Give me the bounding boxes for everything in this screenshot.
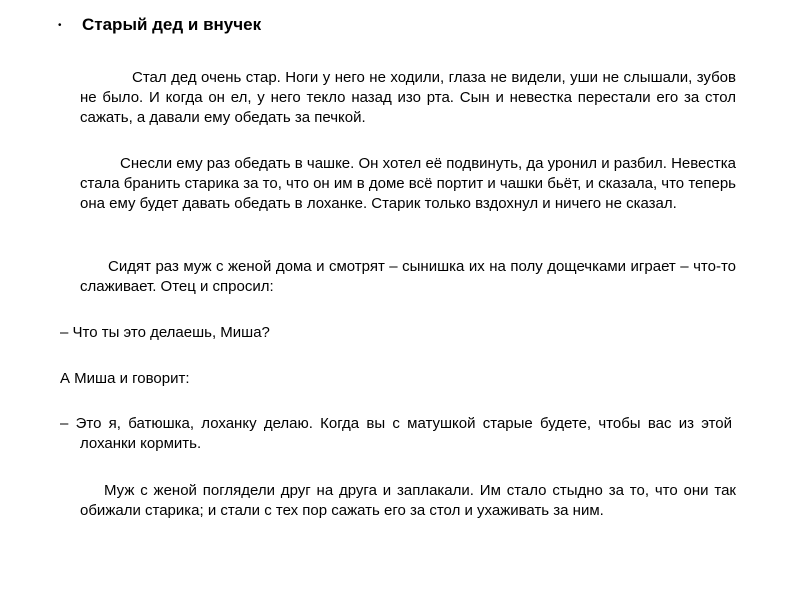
paragraph-final: Муж с женой поглядели друг на друга и заплакали. Им стало стыдно за то, что они так обижали старика; и стали с тех пор сажать его за стол и ухаживать за ним. — [80, 482, 736, 519]
page-title: Старый дед и внучек — [82, 15, 262, 34]
dialogue-answer: – Это я, батюшка, лоханку делаю. Когда вы с матушкой старые будете, чтобы вас из этой лоханки кормить. — [60, 415, 732, 452]
paragraph-1: Стал дед очень стар. Ноги у него не ходили, глаза не видели, уши не слышали, зубов не было. И когда он ел, у него текло назад изо рта. Сын и невестка перестали его за стол сажать, а давали ему обедать за печкой. — [80, 69, 736, 126]
paragraph-3: Сидят раз муж с женой дома и смотрят – сынишка их на полу дощечками играет – что-то слаживает. Отец и спросил: — [80, 258, 736, 295]
bullet-icon: • — [58, 20, 62, 31]
paragraph-2: Снесли ему раз обедать в чашке. Он хотел её подвинуть, да уронил и разбил. Невестка стала бранить старика за то, что он им в доме всё портит и чашки бьёт, и сказала, что теперь она ему будет давать обедать в лоханке. Старик только вздохнул и ничего не сказал. — [80, 155, 736, 212]
dialogue-intro: А Миша и говорит: — [60, 370, 190, 387]
dialogue-question: – Что ты это делаешь, Миша? — [60, 324, 270, 341]
title-row — [58, 12, 758, 38]
